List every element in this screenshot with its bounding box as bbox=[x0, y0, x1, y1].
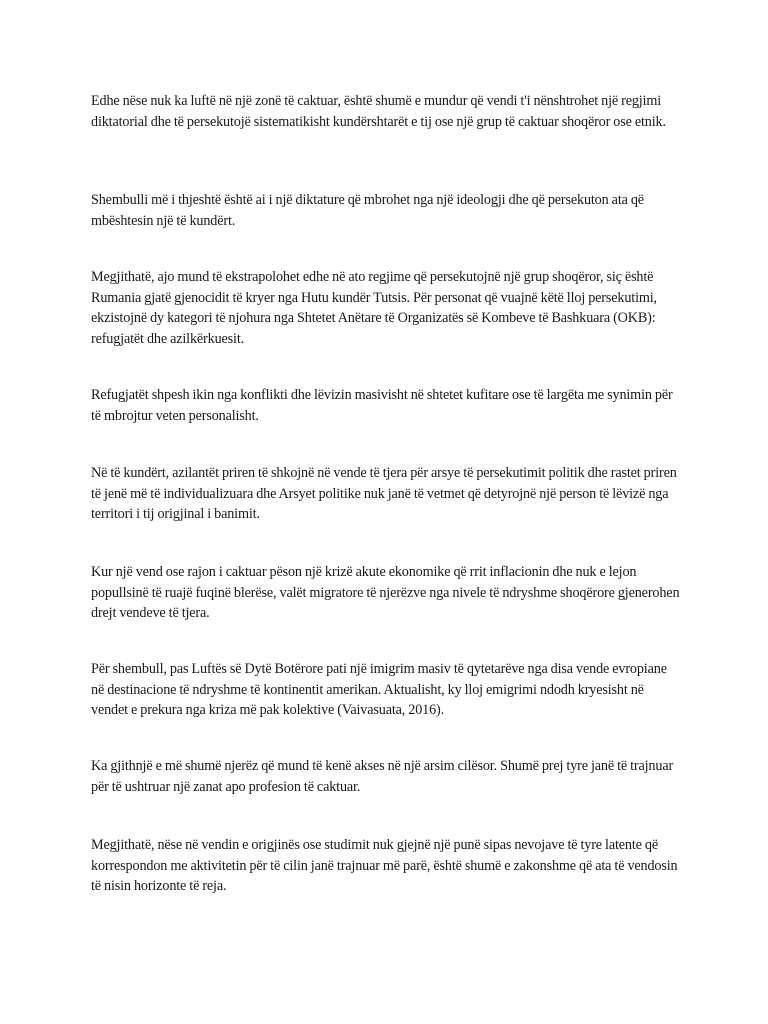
paragraph-7: Për shembull, pas Luftës së Dytë Botërore pati një imigrim masiv të qytetarëve nga disa vende evropiane në destinacione të ndryshme të kontinentit amerikan. Aktualisht, ky lloj emigrimi ndodh kryesisht në vendet e prekura nga kriza më pak kolektive (Vaivasuata, 2016). bbox=[91, 661, 667, 718]
paragraph-6: Kur një vend ose rajon i caktuar pëson një krizë akute ekonomike që rrit inflacionin dhe nuk e lejon popullsinë të ruajë fuqinë blerëse, valët migratore të njerëzve nga nivele të ndryshme shoqërore gjenerohen drejt vendeve të tjera. bbox=[91, 564, 680, 621]
paragraph-8: Ka gjithnjë e më shumë njerëz që mund të kenë akses në një arsim cilësor. Shumë prej tyre janë të trajnuar për të ushtruar një zanat apo profesion të caktuar. bbox=[91, 758, 674, 795]
paragraph-5: Në të kundërt, azilantët priren të shkojnë në vende të tjera për arsye të persekutimit politik dhe rastet priren të jenë më të individualizuara dhe Arsyet politike nuk janë të vetmet që detyrojnë një person të lëvizë nga territori i tij origjinal i banimit. bbox=[91, 465, 677, 522]
paragraph-3: Megjithatë, ajo mund të ekstrapolohet edhe në ato regjime që persekutojnë një grup shoqëror, siç është Rumania gjatë gjenocidit të kryer nga Hutu kundër Tutsis. Për personat që vuajnë këtë lloj persekutimi, ekzistojnë dy kategori të njohura nga Shtetet Anëtare të Organizatës së Kombeve të Bashkuara (OKB): refugjatët dhe azilkërkuesit. bbox=[91, 269, 657, 347]
paragraph-2: Shembulli më i thjeshtë është ai i një diktature që mbrohet nga një ideologji dhe që persekuton ata që mbështesin një të kundërt. bbox=[91, 192, 644, 229]
paragraph-9: Megjithatë, nëse në vendin e origjinës ose studimit nuk gjejnë një punë sipas nevojave të tyre latente që korrespondon me aktivitetin për të cilin janë trajnuar më parë, është shumë e zakonshme që ata të vendosin të nisin horizonte të reja. bbox=[91, 837, 678, 894]
paragraph-4: Refugjatët shpesh ikin nga konflikti dhe lëvizin masivisht në shtetet kufitare ose të largëta me synimin për të mbrojtur veten personalisht. bbox=[91, 387, 673, 424]
paragraph-1: Edhe nëse nuk ka luftë në një zonë të caktuar, është shumë e mundur që vendi t'i nënshtrohet një regjimi diktatorial dhe të persekutojë sistematikisht kundërshtarët e tij ose një grup të caktuar shoqëror ose etnik. bbox=[91, 93, 666, 130]
